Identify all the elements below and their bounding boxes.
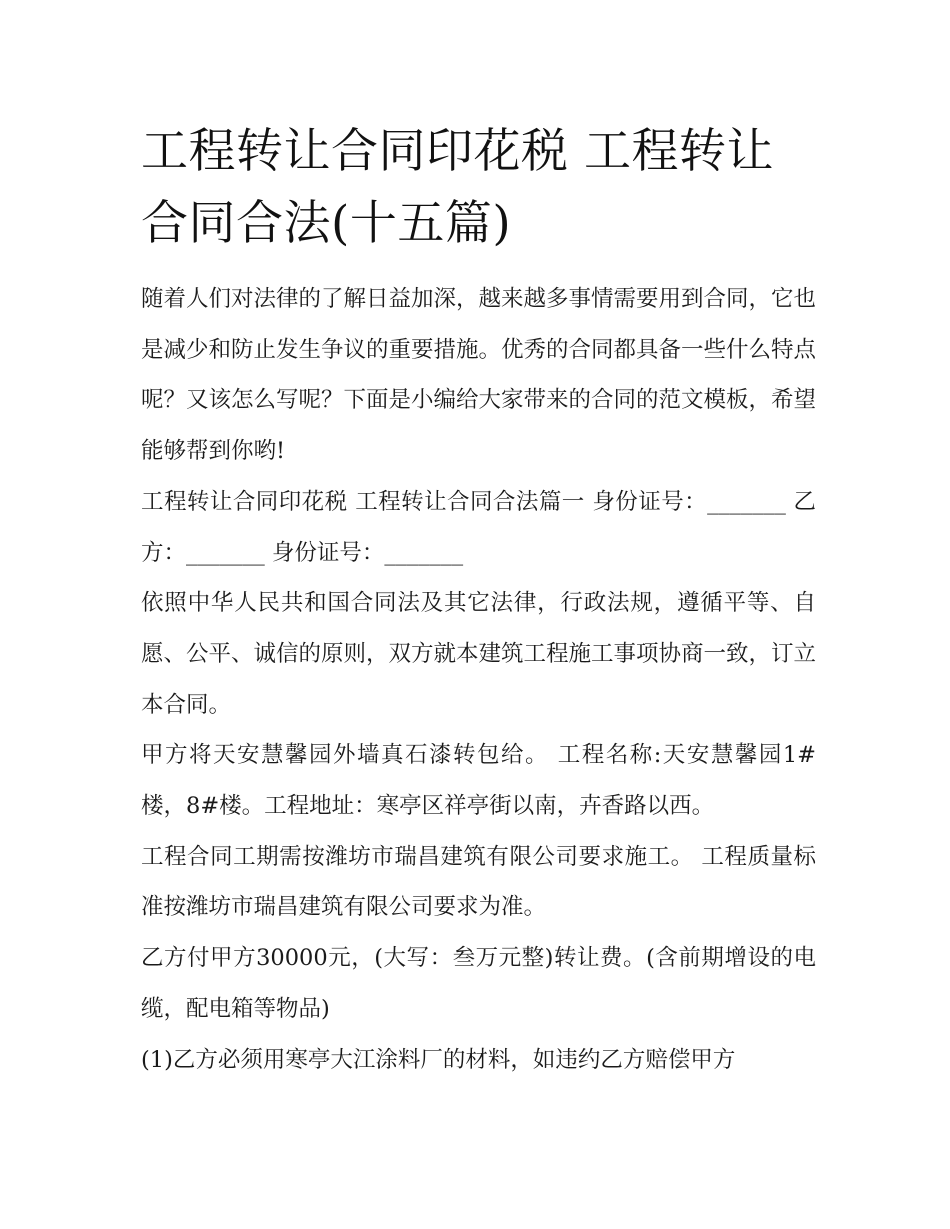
legal-basis-paragraph: 依照中华人民共和国合同法及其它法律，行政法规，遵循平等、自愿、公平、诚信的原则，双方就本建筑工程施工事项协商一致，订立本合同。 xyxy=(141,590,817,718)
payment-paragraph: 乙方付甲方30000元，(大写：叁万元整)转让费。(含前期增设的电缆，配电箱等物品) xyxy=(141,945,816,1022)
document-body xyxy=(141,116,816,1085)
clause-1-paragraph: (1)乙方必须用寒亭大江涂料厂的材料，如违约乙方赔偿甲方 xyxy=(141,1046,736,1073)
document-title: 工程转让合同印花税 工程转让合同合法(十五篇) xyxy=(141,124,774,251)
contract-header-paragraph: 工程转让合同印花税 工程转让合同合法篇一 身份证号：_______ 乙方：_______ 身份证号：_______ xyxy=(141,488,816,566)
schedule-quality-paragraph: 工程合同工期需按潍坊市瑞昌建筑有限公司要求施工。 工程质量标准按潍坊市瑞昌建筑有限公司要求为准。 xyxy=(141,843,816,921)
intro-paragraph: 随着人们对法律的了解日益加深，越来越多事情需要用到合同，它也是减少和防止发生争议的重要措施。优秀的合同都具备一些什么特点呢？又该怎么写呢？下面是小编给大家带来的合同的范文模板，希望能够帮到你哟! xyxy=(141,286,817,465)
project-info-paragraph: 甲方将天安慧馨园外墙真石漆转包给。 工程名称:天安慧馨园1#楼，8#楼。工程地址：寒亭区祥亭街以南，卉香路以西。 xyxy=(141,742,816,820)
